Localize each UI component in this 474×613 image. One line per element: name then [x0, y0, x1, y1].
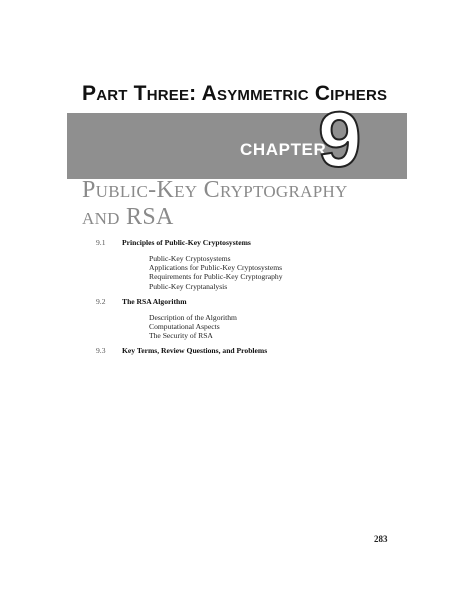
subsection-item: The Security of RSA: [149, 331, 213, 341]
page-number: 283: [374, 534, 388, 544]
subsection-list: [82, 254, 402, 291]
table-of-contents: [82, 238, 402, 362]
chapter-number: 9: [318, 95, 362, 183]
toc-section-9-3: [82, 346, 402, 356]
toc-section-heading: [82, 238, 402, 248]
section-number: 9.2: [96, 296, 106, 306]
chapter-title: [82, 177, 402, 231]
chapter-title-line-1: Public-Key Cryptography: [82, 177, 348, 203]
chapter-title-line-2: and RSA: [82, 204, 174, 230]
section-title: Key Terms, Review Questions, and Problems: [122, 346, 268, 356]
subsection-item: Public-Key Cryptosystems: [149, 254, 231, 263]
subsection-item: Requirements for Public-Key Cryptography: [149, 272, 283, 282]
subsection-item: Public-Key Cryptanalysis: [149, 281, 228, 291]
section-title: The RSA Algorithm: [122, 296, 187, 306]
subsection-item: Computational Aspects: [149, 322, 220, 332]
subsection-item: Applications for Public-Key Cryptosystems: [149, 263, 283, 273]
toc-section-heading: [82, 346, 402, 356]
section-number: 9.1: [96, 238, 106, 247]
section-number: 9.3: [96, 346, 106, 356]
subsection-list: [82, 313, 402, 341]
subsection-item: Description of the Algorithm: [149, 312, 237, 322]
toc-section-heading: [82, 297, 402, 307]
toc-section-9-1: [82, 238, 402, 291]
part-title: Part Three: Asymmetric Ciphers: [82, 82, 388, 105]
section-title: Principles of Public-Key Cryptosystems: [122, 238, 251, 247]
chapter-label: CHAPTER: [240, 140, 327, 159]
toc-section-9-2: [82, 297, 402, 341]
